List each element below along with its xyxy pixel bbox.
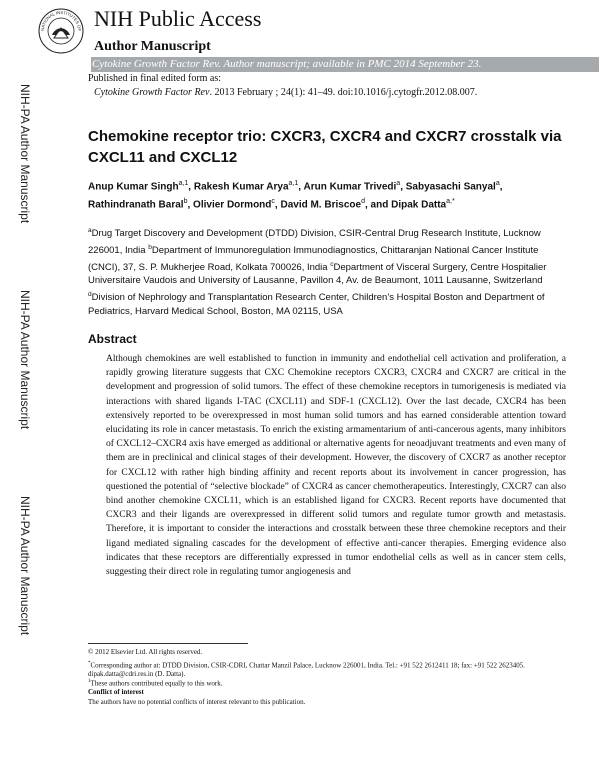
author-affiliation-marker: b xyxy=(183,198,188,206)
author-name: David M. Briscoe xyxy=(280,199,362,211)
svg-text:NATIONAL INSTITUTES OF HEALTH: NATIONAL INSTITUTES OF xyxy=(39,9,83,32)
author-separator: , xyxy=(298,181,304,193)
author-separator: , xyxy=(274,199,281,211)
author-affiliation-marker: a xyxy=(396,180,401,187)
corresponding-marker: * xyxy=(88,661,91,666)
author-name: Dipak Datta xyxy=(391,199,447,211)
affiliation-text: Department of Immunoregulation Immunodiagnostics, Chittaranjan National Cancer Institute (CNCI), 37, S. P. Mukherjee Road, Kolkata 700026, India xyxy=(88,244,539,273)
equal-text: These authors contributed equally to this work. xyxy=(90,679,223,688)
journal-availability-bar xyxy=(91,57,599,72)
author-separator: , and xyxy=(364,199,392,211)
author-manuscript-label: Author Manuscript xyxy=(94,39,211,54)
abstract-heading: Abstract xyxy=(88,332,137,346)
author-name: Rakesh Kumar Arya xyxy=(193,181,289,193)
affiliation-marker: b xyxy=(148,243,152,251)
affiliation-text: Department of Visceral Surgery, Centre Hospitalier Universitaire Vaudois and University of Lausanne, Pavillon 4, Av. de Beaumont, 1011 Lausanne, Switzerland xyxy=(88,261,547,287)
equal-contribution-note xyxy=(88,677,558,688)
author-name: Sabyasachi Sanyal xyxy=(405,181,496,193)
affiliation-marker: a xyxy=(88,227,92,234)
published-label: Published in final edited form as: xyxy=(88,73,222,84)
affiliation-marker: c xyxy=(330,260,334,268)
author-name: Rathindranath Baral xyxy=(88,199,184,211)
article-title: Chemokine receptor trio: CXCR3, CXCR4 and CXCR7 crosstalk via CXCL11 and CXCL12 xyxy=(88,128,562,166)
author-name: Arun Kumar Trivedi xyxy=(303,181,397,193)
affiliation-text: Drug Target Discovery and Development (DTDD) Division, CSIR-Central Drug Research Institute, Lucknow 226001, India xyxy=(88,228,541,256)
author-list xyxy=(88,176,558,213)
author-separator: , xyxy=(187,199,194,211)
author-name: Olivier Dormond xyxy=(193,199,272,211)
nih-public-access-title: NIH Public Access xyxy=(94,6,262,31)
author-affiliation-marker: a,1 xyxy=(178,180,189,187)
author-affiliation-marker: a xyxy=(495,180,500,187)
author-name: Anup Kumar Singh xyxy=(88,181,179,193)
conflict-text: The authors have no potential conflicts of interest relevant to this publication. xyxy=(88,698,306,706)
author-affiliation-marker: a,* xyxy=(446,198,455,206)
nih-hhs-logo xyxy=(38,8,84,54)
corresponding-text: Corresponding author at: DTDD Division, CSIR-CDRI, Chattar Manzil Palace, Lucknow 226001, India. Tel.: +91 522 2612411 18; fax: +91 522 2623405. dipak.datta@cdri.res.in (D. Datta). xyxy=(88,661,526,679)
sidebar-label-1: NIH-PA Author Manuscript xyxy=(18,84,32,224)
author-separator: , xyxy=(400,181,406,193)
sidebar-label-3: NIH-PA Author Manuscript xyxy=(18,496,32,636)
footnote-rule xyxy=(88,643,248,644)
sidebar-label-2: NIH-PA Author Manuscript xyxy=(18,290,32,430)
journal-availability-text: Cytokine Growth Factor Rev. Author manuscript; available in PMC 2014 September 23. xyxy=(92,58,482,70)
author-affiliation-marker: a,1 xyxy=(288,180,299,187)
affiliation-marker: d xyxy=(88,290,92,298)
citation xyxy=(94,87,477,98)
conflict-heading: Conflict of interest xyxy=(88,688,144,696)
citation-details: . 2013 February ; 24(1): 41–49. doi:10.1016/j.cytogfr.2012.08.007. xyxy=(209,87,478,98)
abstract-body: Although chemokines are well established to function in immunity and endothelial cell activation and proliferation, a rapidly growing literature suggests that CXC Chemokine receptors CXCR3, CXCR4 and CXCR7 are critical in the development and progression of solid tumors. The effect of these chemokine receptors in tumorigenesis is mediated via interactions with shared ligands I-TAC (CXCL11) and SDF-1 (CXCL12). Over the last decade, CXCR4 has been extensively reported to be overexpressed in most human solid tumors and has earned considerable attention toward elucidating its role in cancer metastasis. To enrich the existing armamentarium of anti-cancerous agents, many inhibitors of CXCL12–CXCR4 axis have emerged as additional or alternative agents for neoadjuvant treatments and even many of them are in preclinical and clinical stages of their development. However, the discovery of CXCR7 as another receptor for CXCL12 with rather high binding affinity and recent reports about its involvement in cancer progression, has questioned the potential of “selective blockade” of CXCR4 as cancer chemotherapeutics. Interestingly, CXCR7 can also bind another chemokine CXCL11, which is an established ligand for CXCR3. Recent reports have documented that CXCR3 and their ligands are overexpressed in different solid tumors and regulate tumor growth and metastasis. Therefore, it is important to consider the interactions and crosstalk between these three chemokine receptors and their ligand mediated signaling cascades for the development of effective anti-cancer therapies. Emerging evidence also indicates that these receptors are differentially expressed in tumor endothelial cells as well as in cancer stem cells, suggesting their direct role in regulating tumor angiogenesis and xyxy=(106,354,566,578)
copyright-note: © 2012 Elsevier Ltd. All rights reserved. xyxy=(88,648,203,656)
author-affiliation-marker: d xyxy=(361,198,365,206)
affiliation-text: Division of Nephrology and Transplantation Research Center, Children’s Hospital Boston and Department of Pediatrics, Harvard Medical School, Boston, MA 02115, USA xyxy=(88,292,545,317)
author-affiliation-marker: c xyxy=(271,198,275,206)
author-separator: , xyxy=(499,181,503,193)
author-separator: , xyxy=(188,181,194,193)
affiliations xyxy=(88,224,558,318)
citation-journal: Cytokine Growth Factor Rev xyxy=(94,87,210,98)
equal-marker: 1 xyxy=(88,679,91,684)
